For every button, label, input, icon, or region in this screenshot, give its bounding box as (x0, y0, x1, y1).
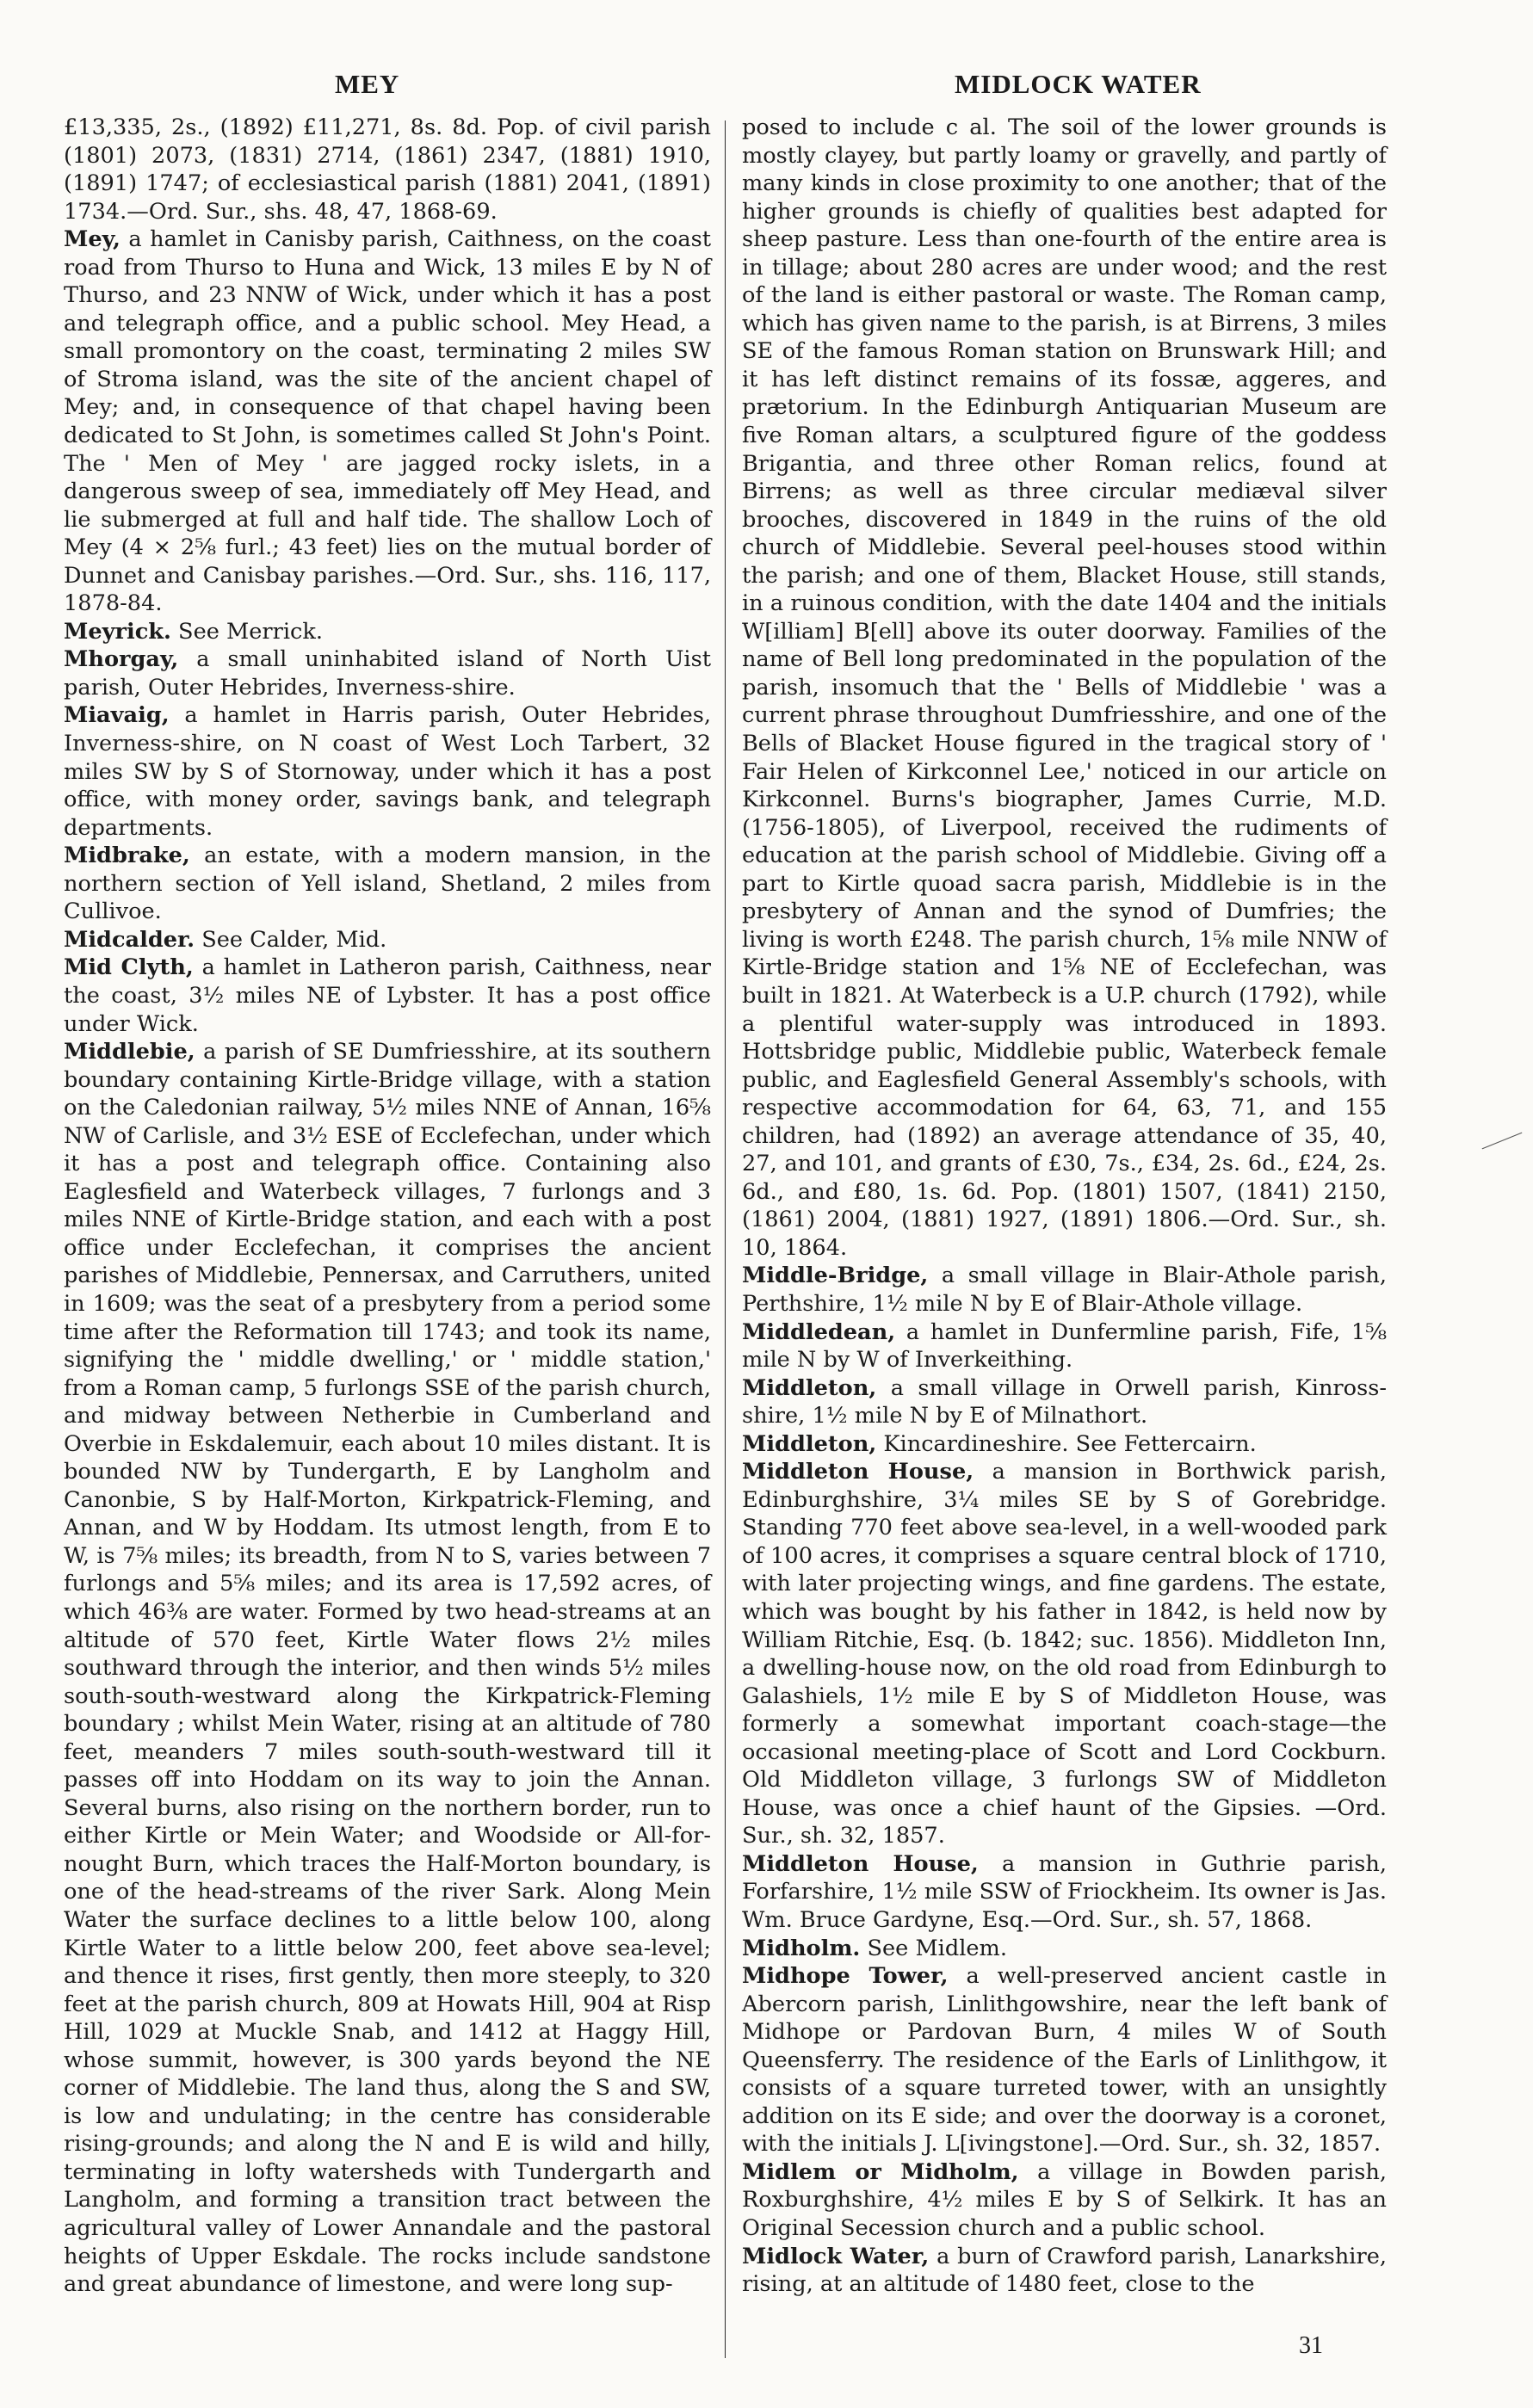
entry-text: a burn of Crawford parish, Lanarkshire, rising, at an altitude of 1480 feet, close to the (742, 2243, 1387, 2298)
entry-text: a hamlet in Canisby parish, Caithness, on the coast road from Thurso to Huna and Wick, 13 miles E by N of Thurso, and 23 NNW of Wick, under which it has a post and telegraph office, and a public school. Mey Head, a small promontory on the coast, terminating 2 miles SW of Stroma island, was the site of the ancient chapel of Mey; and, in consequence of that chapel having been dedicated to St John, is sometimes called St John's Point. The ' Men of Mey ' are jagged rocky islets, in a dangerous sweep of sea, immediately off Mey Head, and lie submerged at full and half tide. The shallow Loch of Mey (4 × 2⅝ furl.; 43 feet) lies on the mutual border of Dunnet and Canisbay parishes.—Ord. Sur., shs. 116, 117, 1878-84. (64, 226, 711, 617)
gazetteer-entry (64, 926, 711, 954)
gazetteer-entry (742, 1430, 1387, 1459)
gazetteer-entry (64, 954, 711, 1038)
entry-text: a small village in Blair-Athole parish, Perthshire, 1½ mile N by E of Blair-Athole village. (742, 1263, 1387, 1317)
margin-mark (1482, 1133, 1523, 1150)
entry-text: a small village in Orwell parish, Kinross-shire, 1½ mile N by E of Milnathort. (742, 1374, 1387, 1429)
gazetteer-entry (742, 1935, 1387, 1963)
entry-text: a small uninhabited island of North Uist parish, Outer Hebrides, Inverness-shire. (64, 646, 711, 701)
entry-text: Kincardineshire. See Fettercairn. (876, 1430, 1257, 1457)
entry-headword: Midlock Water, (742, 2243, 930, 2269)
entry-headword: Midholm. (742, 1935, 861, 1961)
entry-text: a hamlet in Dunfermline parish, Fife, 1⅝ mile N by W of Inverkeithing. (742, 1318, 1387, 1374)
entry-headword: Mid Clyth, (64, 954, 194, 981)
entry-headword: Midlem or Midholm, (742, 2158, 1019, 2185)
running-head-right: MIDLOCK WATER (955, 69, 1202, 99)
entry-headword: Middleton, (742, 1430, 877, 1457)
entry-text: See Calder, Mid. (195, 926, 387, 953)
gazetteer-entry (64, 618, 711, 646)
entry-text: a hamlet in Latheron parish, Caithness, near the coast, 3½ miles NE of Lybster. It has a post office under Wick. (64, 954, 711, 1037)
entry-text: an estate, with a modern mansion, in the northern section of Yell island, Shetland, 2 miles from Cullivoe. (64, 843, 711, 925)
gazetteer-entry (742, 1318, 1387, 1374)
running-head-left: MEY (335, 69, 400, 99)
entry-headword: Mey, (64, 226, 121, 253)
entry-text: a hamlet in Harris parish, Outer Hebrides, Inverness-shire, on N coast of West Loch Tarbert, 32 miles SW by S of Stornoway, under which it has a post office, with money order, savings bank, and telegraph departments. (64, 702, 711, 841)
gazetteer-entry (64, 114, 711, 225)
column-divider (725, 120, 726, 2358)
entry-headword: Miavaig, (64, 702, 170, 729)
entry-headword: Middle-Bridge, (742, 1263, 929, 1289)
entry-text: See Midlem. (860, 1935, 1007, 1961)
gazetteer-entry (64, 645, 711, 701)
gazetteer-entry (742, 114, 1387, 1262)
gazetteer-entry (742, 1262, 1387, 1318)
entry-text: a mansion in Borthwick parish, Edinburghshire, 3¼ miles SE by S of Gorebridge. Standing 770 feet above sea-level, in a well-wooded park of 100 acres, it comprises a square central block of 1710, with later projecting wings, and fine gardens. The estate, which was bought by his father in 1842, is held now by William Ritchie, Esq. (b. 1842; suc. 1856). Middleton Inn, a dwelling-house now, on the old road from Edinburgh to Galashiels, 1½ mile E by S of Middleton House, was formerly a somewhat important coach-stage—the occasional meeting-place of Scott and Lord Cockburn. Old Middleton village, 3 furlongs SW of Middleton House, was once a chief haunt of the Gipsies. —Ord. Sur., sh. 32, 1857. (742, 1459, 1387, 1849)
gazetteer-entry (742, 2158, 1387, 2243)
entry-headword: Middleton House, (742, 1850, 979, 1877)
entry-headword: Midhope Tower, (742, 1963, 949, 1990)
gazetteer-entry (64, 1038, 711, 2299)
gazetteer-entry (64, 701, 711, 842)
gazetteer-entry (742, 1458, 1387, 1850)
entry-text: a mansion in Guthrie parish, Forfarshire, 1½ mile SSW of Friockheim. Its owner is Jas. Wm. Bruce Gardyne, Esq.—Ord. Sur., sh. 57, 1868. (742, 1850, 1387, 1933)
entry-text: posed to include c al. The soil of the lower grounds is mostly clayey, but partly loamy or gravelly, and partly of many kinds in close proximity to one another; that of the higher grounds is chiefly of qualities best adapted for sheep pasture. Less than one-fourth of the entire area is in tillage; about 280 acres are under wood; and the rest of the land is either pastoral or waste. The Roman camp, which has given name to the parish, is at Birrens, 3 miles SE of the famous Roman station on Brunswark Hill; and it has left distinct remains of its fossæ, aggeres, and prætorium. In the Edinburgh Antiquarian Museum are five Roman altars, a sculptured figure of the goddess Brigantia, and three other Roman relics, found at Birrens; as well as three circular mediæval silver brooches, discovered in 1849 in the ruins of the old church of Middlebie. Several peel-houses stood within the parish; and one of them, Blacket House, still stands, in a ruinous condition, with the date 1404 and the initials W[illiam] B[ell] above its outer doorway. Families of the name of Bell long predominated in the population of the parish, insomuch that the ' Bells of Middlebie ' was a current phrase throughout Dumfriesshire, and one of the Bells of Blacket House figured in the tragical story of ' Fair Helen of Kirkconnel Lee,' noticed in our article on Kirkconnel. Burns's biographer, James Currie, M.D. (1756-1805), of Liverpool, received the rudiments of education at the parish school of Middlebie. Giving off a part to Kirtle quoad sacra parish, Middlebie is in the presbytery of Annan and the synod of Dumfries; the living is worth £248. The parish church, 1⅝ mile NNW of Kirtle-Bridge station and 1⅝ NE of Ecclefechan, was built in 1821. At Waterbeck is a U.P. church (1792), while a plentiful water-supply was introduced in 1893. Hottsbridge public, Middlebie public, Waterbeck female public, and Eaglesfield General Assembly's schools, with respective accommodation for 64, 63, 71, and 155 children, had (1892) an average attendance of 35, 40, 27, and 101, and grants of £30, 7s., £34, 2s. 6d., £24, 2s. 6d., and £80, 1s. 6d. Pop. (1801) 1507, (1841) 2150, (1861) 2004, (1881) 1927, (1891) 1806.—Ord. Sur., sh. 10, 1864. (742, 114, 1387, 1261)
gazetteer-entry (742, 1850, 1387, 1935)
gazetteer-entry (742, 2243, 1387, 2299)
page-number: 31 (1299, 2332, 1323, 2359)
gazetteer-entry (64, 225, 711, 618)
left-column (64, 114, 711, 2299)
entry-headword: Middlebie, (64, 1039, 195, 1065)
entry-headword: Middleton House, (742, 1459, 974, 1485)
entry-headword: Middledean, (742, 1318, 896, 1345)
gazetteer-entry (742, 1374, 1387, 1430)
entry-headword: Midbrake, (64, 843, 190, 869)
entry-headword: Middleton, (742, 1374, 877, 1401)
entry-headword: Meyrick. (64, 618, 171, 645)
right-column (742, 114, 1387, 2299)
entry-headword: Midcalder. (64, 926, 195, 953)
entry-headword: Mhorgay, (64, 646, 179, 673)
gazetteer-entry (64, 842, 711, 926)
entry-text: a village in Bowden parish, Roxburghshire, 4½ miles E by S of Selkirk. It has an Original Secession church and a public school. (742, 2158, 1387, 2242)
entry-text: a well-preserved ancient castle in Abercorn parish, Linlithgowshire, near the left bank of Midhope or Pardovan Burn, 4 miles W of South Queensferry. The residence of the Earls of Linlithgow, it consists of a square turreted tower, with an unsightly addition on its E side; and over the doorway is a coronet, with the initials J. L[ivingstone].—Ord. Sur., sh. 32, 1857. (742, 1963, 1387, 2158)
entry-text: See Merrick. (170, 618, 324, 645)
entry-text: a parish of SE Dumfriesshire, at its southern boundary containing Kirtle-Bridge village, with a station on the Caledonian railway, 5½ miles NNE of Annan, 16⅝ NW of Carlisle, and 3½ ESE of Ecclefechan, under which it has a post and telegraph office. Containing also Eaglesfield and Waterbeck villages, 7 furlongs and 3 miles NNE of Kirtle-Bridge station, and each with a post office under Ecclefechan, it comprises the ancient parishes of Middlebie, Pennersax, and Carruthers, united in 1609; was the seat of a presbytery from a period some time after the Reformation till 1743; and took its name, signifying the ' middle dwelling,' or ' middle station,' from a Roman camp, 5 furlongs SSE of the parish church, and midway between Netherbie in Cumberland and Overbie in Eskdalemuir, each about 10 miles distant. It is bounded NW by Tundergarth, E by Langholm and Canonbie, S by Half-Morton, Kirkpatrick-Fleming, and Annan, and W by Hoddam. Its utmost length, from E to W, is 7⅝ miles; its breadth, from N to S, varies between 7 furlongs and 5⅝ miles; and its area is 17,592 acres, of which 46⅜ are water. Formed by two head-streams at an altitude of 570 feet, Kirtle Water flows 2½ miles southward through the interior, and then winds 5½ miles south-south-westward along the Kirkpatrick-Fleming boundary ; whilst Mein Water, rising at an altitude of 780 feet, meanders 7 miles south-south-westward till it passes off into Hoddam on its way to join the Annan. Several burns, also rising on the northern border, run to either Kirtle or Mein Water; and Woodside or All-for-nought Burn, which traces the Half-Morton boundary, is one of the head-streams of the river Sark. Along Mein Water the surface declines to a little below 100, along Kirtle Water to a little below 200, feet above sea-level; and thence it rises, first gently, then more steeply, to 320 feet at the parish church, 809 at Howats Hill, 904 at Risp Hill, 1029 at Muckle Snab, and 1412 at Haggy Hill, whose summit, however, is 300 yards beyond the NE corner of Middlebie. The land thus, along the S and SW, is low and undulating; in the centre has considerable rising-grounds; and along the N and E is wild and hilly, terminating in lofty watersheds with Tundergarth and Langholm, and forming a transition tract between the agricultural valley of Lower Annandale and the pastoral heights of Upper Eskdale. The rocks include sandstone and great abundance of limestone, and were long sup- (64, 1039, 711, 2298)
entry-text: £13,335, 2s., (1892) £11,271, 8s. 8d. Pop. of civil parish (1801) 2073, (1831) 2714, (1861) 2347, (1881) 1910, (1891) 1747; of ecclesiastical parish (1881) 2041, (1891) 1734.—Ord. Sur., shs. 48, 47, 1868-69. (64, 114, 711, 225)
gazetteer-entry (742, 1962, 1387, 2158)
